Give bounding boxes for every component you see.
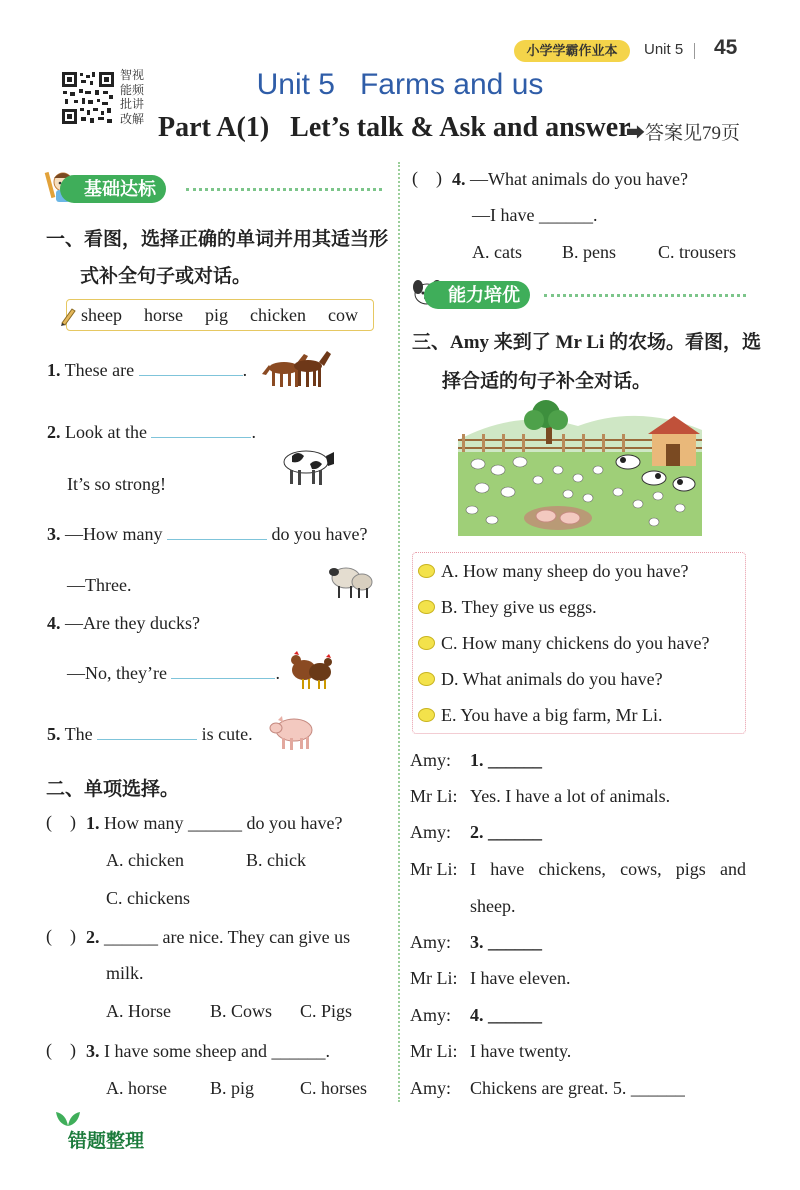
smile-icon xyxy=(418,672,435,686)
leaf-icon xyxy=(54,1110,82,1126)
question-heading-2: 二、单项选择。 xyxy=(46,779,180,800)
header-unit: Unit 5 xyxy=(644,41,684,58)
item-number: 3. xyxy=(47,524,61,544)
dialogue-line: I have eleven. xyxy=(470,968,571,988)
mc-item-2-line2: milk. xyxy=(106,963,144,983)
dialogue-line: I have twenty. xyxy=(470,1041,572,1061)
brand-label: 小学学霸作业本 xyxy=(514,40,630,62)
dialogue-speaker: Mr Li: xyxy=(410,859,458,879)
fill-item-4 xyxy=(47,613,200,634)
question-heading-3b: 择合适的句子补全对话。 xyxy=(442,371,652,392)
period: . xyxy=(275,663,280,683)
fill-item-2-line2: It’s so strong! xyxy=(67,474,166,494)
answer-paren[interactable]: ( ) xyxy=(46,1040,76,1060)
dialogue-option-e[interactable] xyxy=(418,705,662,726)
item-text: —What animals do you have? xyxy=(465,169,688,189)
page-number: 45 xyxy=(714,36,738,59)
item-text: These are xyxy=(60,360,139,380)
period: . xyxy=(242,360,248,380)
dialogue-line: sheep. xyxy=(470,896,516,916)
word-option: chicken xyxy=(250,305,306,325)
pig-picture xyxy=(268,712,318,752)
qr-caption-line: 批讲 xyxy=(120,97,145,111)
chickens-picture xyxy=(288,648,334,692)
pencil-icon xyxy=(59,306,77,326)
mc-item-4 xyxy=(452,169,688,190)
word-option: horse xyxy=(143,305,183,325)
item-text: How many ______ do you have? xyxy=(99,813,343,833)
option-text: A. How many sheep do you have? xyxy=(441,561,689,581)
smile-icon xyxy=(418,600,435,614)
dialogue-line: Yes. I have a lot of animals. xyxy=(470,786,671,806)
smile-icon xyxy=(418,708,435,722)
answer-reference: ➡答案见79页 xyxy=(626,123,741,144)
item-number: 3. xyxy=(86,1041,100,1061)
dialogue-speaker: Mr Li: xyxy=(410,1041,458,1061)
mc-item-1 xyxy=(86,813,342,834)
mc-item-3 xyxy=(86,1041,330,1062)
fill-item-4-line2 xyxy=(67,663,280,684)
error-review-label: 错题整理 xyxy=(68,1131,145,1152)
mc-option[interactable]: B. pens xyxy=(562,242,616,262)
mc-option[interactable]: A. Horse xyxy=(106,1001,171,1021)
header-separator xyxy=(694,43,695,59)
mc-item-4-line2: —I have ______. xyxy=(472,205,598,225)
mc-option[interactable]: C. horses xyxy=(300,1078,367,1098)
word-option: pig xyxy=(204,305,228,325)
fill-item-1 xyxy=(47,360,247,381)
item-number: 1. xyxy=(86,813,100,833)
item-text: —Are they ducks? xyxy=(60,613,200,633)
cow-picture xyxy=(276,442,336,488)
mc-option[interactable]: B. pig xyxy=(210,1078,255,1098)
item-text: do you have? xyxy=(267,524,368,544)
dialogue-option-a[interactable] xyxy=(418,561,688,582)
section-dots xyxy=(186,188,382,191)
answer-paren[interactable]: ( ) xyxy=(46,812,76,832)
sheep-picture xyxy=(328,560,374,602)
dialogue-speaker: Amy: xyxy=(410,1078,452,1098)
question-heading-1b: 式补全句子或对话。 xyxy=(80,266,252,287)
item-text: Look at the xyxy=(60,422,152,442)
column-divider xyxy=(398,162,400,1102)
qr-caption-line: 改解 xyxy=(120,111,145,126)
option-text: E. You have a big farm, Mr Li. xyxy=(441,705,663,725)
dialogue-answer-blank[interactable]: 1. ______ xyxy=(470,750,542,770)
dialogue-option-d[interactable] xyxy=(418,669,663,690)
qr-caption-line: 智视 xyxy=(120,68,145,82)
item-text: ______ are nice. They can give us xyxy=(99,927,351,947)
dialogue-speaker: Mr Li: xyxy=(410,786,458,806)
dialogue-line[interactable]: Chickens are great. 5. ______ xyxy=(470,1078,685,1098)
dialogue-answer-blank[interactable]: 3. ______ xyxy=(470,932,542,952)
mc-option[interactable]: C. Pigs xyxy=(300,1001,353,1021)
fill-item-3-line2: —Three. xyxy=(67,575,132,595)
mc-item-2 xyxy=(86,927,350,948)
word-bank xyxy=(66,299,374,331)
dialogue-speaker: Mr Li: xyxy=(410,968,458,988)
fill-item-3 xyxy=(47,524,367,545)
word-option: sheep xyxy=(81,305,122,325)
item-text: The xyxy=(60,724,98,744)
item-number: 5. xyxy=(47,724,61,744)
question-heading-1: 一、看图，选择正确的单词并用其适当形 xyxy=(46,229,389,250)
mc-option[interactable]: A. cats xyxy=(472,242,522,262)
item-number: 4. xyxy=(452,169,466,189)
dialogue-answer-blank[interactable]: 2. ______ xyxy=(470,822,542,842)
answer-blank[interactable] xyxy=(97,739,197,740)
smile-icon xyxy=(418,636,435,650)
answer-blank[interactable] xyxy=(167,539,267,540)
dialogue-speaker: Amy: xyxy=(410,1005,452,1025)
farm-picture xyxy=(458,400,702,536)
item-number: 4. xyxy=(47,613,61,633)
period: . xyxy=(251,422,256,442)
dialogue-option-b[interactable] xyxy=(418,597,597,618)
item-text: —No, they’re xyxy=(67,663,172,683)
mc-option[interactable]: A. chicken xyxy=(106,850,184,870)
option-text: C. How many chickens do you have? xyxy=(441,633,710,653)
qr-caption-line: 能频 xyxy=(120,82,145,97)
option-text: D. What animals do you have? xyxy=(441,669,663,689)
mc-option[interactable]: A. horse xyxy=(106,1078,167,1098)
dialogue-option-c[interactable] xyxy=(418,633,709,654)
answer-blank[interactable] xyxy=(171,678,275,679)
item-number: 2. xyxy=(47,422,61,442)
dialogue-speaker: Amy: xyxy=(410,750,452,770)
mc-option[interactable]: B. chick xyxy=(246,850,306,870)
answer-paren[interactable]: ( ) xyxy=(412,168,442,188)
mc-option[interactable]: B. Cows xyxy=(210,1001,273,1021)
option-text: B. They give us eggs. xyxy=(441,597,597,617)
item-number: 1. xyxy=(47,360,61,380)
section-badge-basic: 基础达标 xyxy=(60,175,166,203)
fill-item-5 xyxy=(47,724,253,745)
item-text: is cute. xyxy=(197,724,253,744)
page-subtitle: Part A(1) Let’s talk & Ask and answer xyxy=(158,112,631,143)
horses-picture xyxy=(258,348,334,390)
question-heading-3: 三、Amy 来到了 Mr Li 的农场。看图，选 xyxy=(412,332,762,353)
dialogue-line: I have chickens, cows, pigs and xyxy=(470,859,746,879)
answer-blank[interactable] xyxy=(151,437,251,438)
fill-item-2 xyxy=(47,422,256,443)
smile-icon xyxy=(418,564,435,578)
mc-option[interactable]: C. chickens xyxy=(106,888,190,908)
item-number: 2. xyxy=(86,927,100,947)
word-option: cow xyxy=(327,305,358,325)
section-badge-advanced: 能力培优 xyxy=(424,281,530,309)
mc-option[interactable]: C. trousers xyxy=(658,242,736,262)
page-title: Unit 5 Farms and us xyxy=(256,68,544,101)
dialogue-speaker: Amy: xyxy=(410,932,452,952)
item-text: —How many xyxy=(60,524,167,544)
dialogue-speaker: Amy: xyxy=(410,822,452,842)
answer-paren[interactable]: ( ) xyxy=(46,926,76,946)
dialogue-answer-blank[interactable]: 4. ______ xyxy=(470,1005,542,1025)
section-dots xyxy=(544,294,746,297)
answer-blank[interactable] xyxy=(139,375,243,376)
item-text: I have some sheep and ______. xyxy=(99,1041,330,1061)
